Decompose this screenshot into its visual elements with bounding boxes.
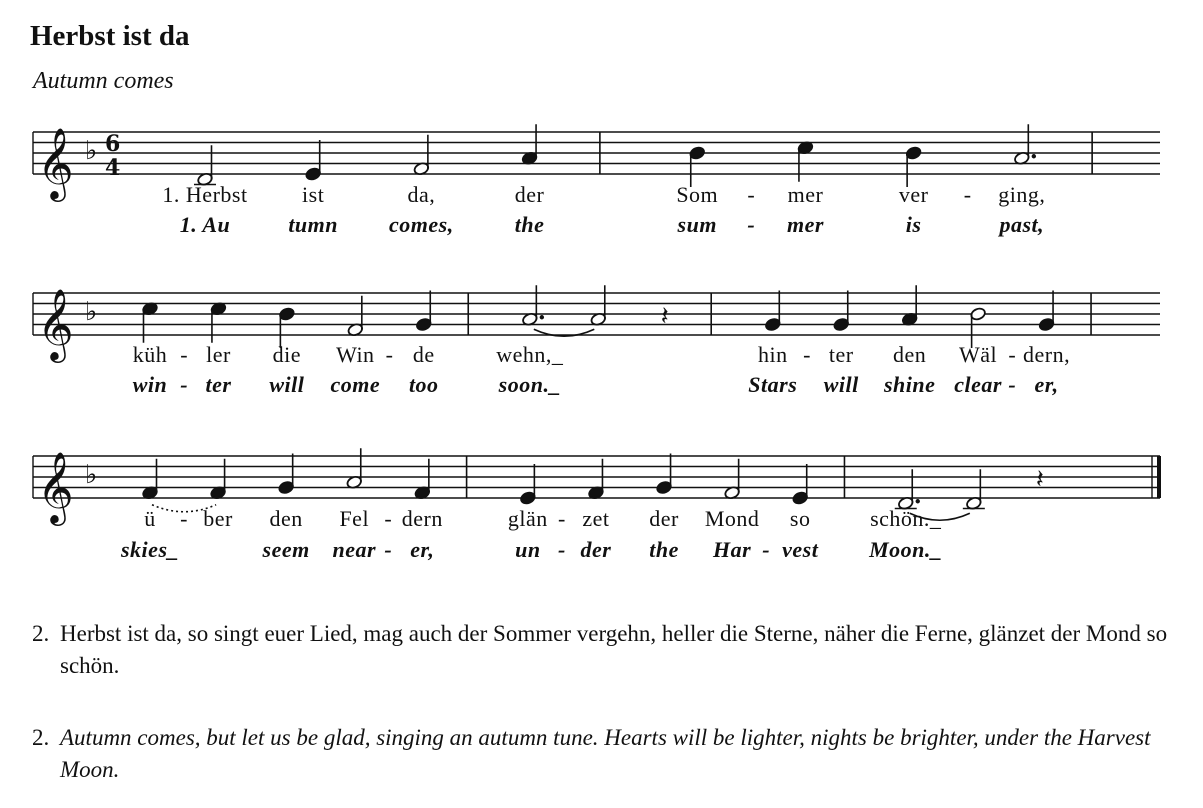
lyric-syllable: will (269, 372, 305, 397)
lyric-syllable: the (649, 537, 679, 562)
lyric-syllable: Har (713, 537, 752, 562)
lyric-syllable: vest (782, 537, 819, 562)
lyric-hyphen: - (762, 537, 771, 562)
lyric-syllable: is (905, 212, 922, 237)
lyric-syllable: 1. Herbst (162, 182, 248, 207)
verse-2-german (32, 618, 1172, 682)
lyric-hyphen: - (803, 342, 811, 367)
lyric-syllable: Som (676, 182, 719, 207)
song-subtitle: Autumn comes (33, 68, 174, 94)
lyric-syllable: zet (582, 506, 610, 531)
lyric-syllable: clear (954, 372, 1002, 397)
lyric-syllable: Stars (748, 372, 798, 397)
lyric-syllable: ter (828, 342, 854, 367)
lyric-syllable: mer (787, 182, 824, 207)
lyric-hyphen: - (385, 342, 394, 367)
lyric-syllable: schön._ (870, 506, 942, 531)
lyric-syllable: so (789, 506, 811, 531)
lyric-syllable: the (514, 212, 545, 237)
lyric-syllable: comes, (389, 212, 454, 237)
lyric-syllable: Win (336, 342, 375, 367)
lyric-syllable: er, (410, 537, 435, 562)
augmentation-dot (1032, 154, 1036, 158)
flat-icon: ♭ (85, 136, 98, 166)
lyric-syllable: den (893, 342, 927, 367)
lyric-syllable: shine (883, 372, 936, 397)
lyric-syllable: win (132, 372, 168, 397)
lyric-syllable: come (330, 372, 381, 397)
lyric-syllable: 1. Au (179, 212, 231, 237)
lyric-hyphen: - (963, 182, 972, 207)
lyric-syllable: too (408, 372, 439, 397)
lyric-syllable: glän (507, 506, 548, 531)
augmentation-dot (916, 499, 920, 503)
verse-number: 2. (32, 621, 50, 646)
lyric-syllable: wehn,_ (496, 342, 564, 367)
flat-icon: ♭ (85, 460, 98, 490)
lyric-syllable: den (269, 506, 303, 531)
lyric-hyphen: - (180, 342, 189, 367)
lyric-syllable: ver (898, 182, 929, 207)
lyric-syllable: mer (786, 212, 824, 237)
lyric-hyphen: - (557, 537, 566, 562)
final-barline-thick (1157, 456, 1161, 498)
lyric-hyphen: - (557, 506, 566, 531)
lyric-syllable: ü (144, 506, 156, 531)
lyric-hyphen: - (180, 372, 189, 397)
quarter-rest-icon: 𝄽 (1035, 464, 1044, 495)
lyric-syllable: küh (132, 342, 168, 367)
lyric-hyphen: - (384, 537, 393, 562)
lyric-syllable: un (515, 537, 541, 562)
lyric-syllable: past, (999, 212, 1045, 237)
time-signature-bottom: 4 (105, 155, 121, 181)
quarter-rest-icon: 𝄽 (660, 301, 669, 332)
lyric-syllable: sum (677, 212, 717, 237)
lyric-syllable: er, (1034, 372, 1059, 397)
lyric-syllable: ist (302, 182, 325, 207)
lyric-hyphen: - (1008, 372, 1017, 397)
lyric-syllable: Mond (704, 506, 760, 531)
lyric-syllable: de (412, 342, 435, 367)
lyric-syllable: die (272, 342, 302, 367)
lyric-syllable: tumn (288, 212, 339, 237)
lyric-syllable: seem (262, 537, 310, 562)
lyric-syllable: der (649, 506, 679, 531)
lyric-hyphen: - (384, 506, 393, 531)
time-signature-top: 6 (105, 131, 121, 157)
lyric-syllable: da, (407, 182, 436, 207)
lyric-hyphen: - (180, 506, 188, 531)
lyric-hyphen: - (1008, 342, 1017, 367)
verse-text: Autumn comes, but let us be glad, singing an autumn tune. Hearts will be lighter, nights be brighter, under the Harvest Moon. (60, 725, 1151, 782)
flat-icon: ♭ (85, 297, 98, 327)
lyric-syllable: skies_ (121, 537, 179, 562)
treble-clef-icon: 𝄞 (37, 450, 74, 523)
lyric-syllable: hin (757, 342, 788, 367)
verse-text: Herbst ist da, so singt euer Lied, mag auch der Sommer vergehn, heller die Sterne, näher die Ferne, glänzet der Mond so schön. (60, 621, 1168, 678)
lyric-hyphen: - (747, 212, 756, 237)
lyric-syllable: ging, (998, 182, 1046, 207)
augmentation-dot (540, 315, 544, 319)
lyric-syllable: will (823, 372, 859, 397)
lyric-syllable: Moon._ (869, 537, 943, 562)
verse-number: 2. (32, 725, 50, 750)
lyric-hyphen: - (747, 182, 756, 207)
lyric-syllable: Fel (339, 506, 370, 531)
treble-clef-icon: 𝄞 (37, 126, 74, 199)
lyric-syllable: der (580, 537, 612, 562)
treble-clef-icon: 𝄞 (37, 287, 74, 360)
song-title: Herbst ist da (30, 20, 190, 52)
lyric-syllable: near (332, 537, 377, 562)
lyric-syllable: dern (401, 506, 443, 531)
verse-2-english (32, 722, 1172, 786)
lyric-syllable: Wäl (959, 342, 998, 367)
lyric-syllable: ler (206, 342, 231, 367)
lyric-syllable: dern, (1023, 342, 1071, 367)
lyric-syllable: ter (205, 372, 232, 397)
lyric-syllable: soon._ (498, 372, 561, 397)
lyric-syllable: ber (203, 506, 233, 531)
lyric-syllable: der (514, 182, 545, 207)
